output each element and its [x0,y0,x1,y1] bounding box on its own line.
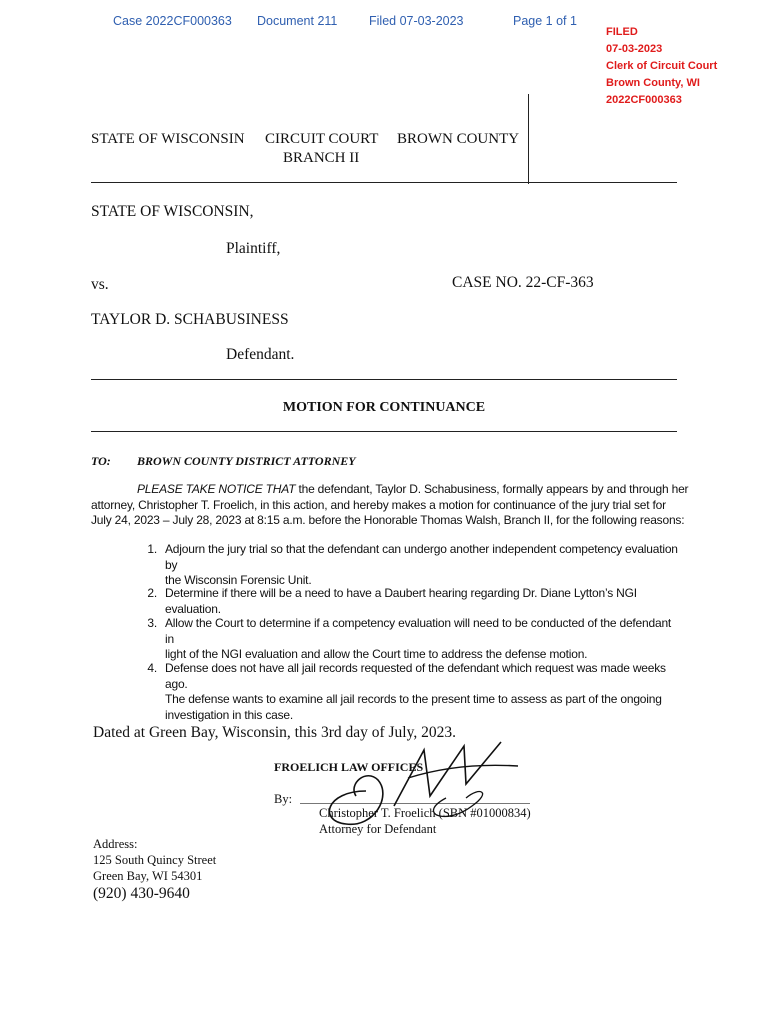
reason-number: 1. [147,542,157,556]
page-count-header: Page 1 of 1 [513,14,577,28]
attorney-role: Attorney for Defendant [319,822,437,836]
by-label: By: [274,792,293,806]
reason-line: investigation in this case. [165,707,294,722]
plaintiff-label: Plaintiff, [226,240,281,257]
reason-line: the Wisconsin Forensic Unit. [165,573,312,587]
caption-court: CIRCUIT COURT [265,131,379,147]
stamp-clerk: Clerk of Circuit Court [606,60,718,72]
firm-name: FROELICH LAW OFFICES [274,760,424,774]
case-number-header: Case 2022CF000363 [113,14,232,28]
filed-date-header: Filed 07-03-2023 [369,14,464,28]
filed-stamp [606,24,717,109]
reason-line: Allow the Court to determine if a competency evaluation will need to be conducted of the defendant in [165,616,672,646]
parties-divider [91,379,677,380]
plaintiff-name: STATE OF WISCONSIN, [91,203,254,220]
intro-emphasis: PLEASE TAKE NOTICE THAT [137,482,296,496]
reason-line: light of the NGI evaluation and allow the Court time to address the defense motion. [165,647,588,661]
caption-vertical-rule [528,94,529,184]
reason-item [130,661,680,723]
defendant-label: Defendant. [226,346,295,363]
stamp-filed: FILED [606,26,638,38]
versus-label: vs. [91,276,109,293]
intro-line-1: the defendant, Taylor D. Schabusiness, formally appears by and through her [295,482,689,496]
address-phone: (920) 430-9640 [93,885,190,902]
reason-number: 4. [147,661,157,675]
address-label: Address: [93,837,138,851]
case-number: CASE NO. 22-CF-363 [452,274,594,291]
caption-divider [91,182,677,183]
reason-item [130,586,680,617]
reason-item [130,616,680,663]
intro-line-3: July 24, 2023 – July 28, 2023 at 8:15 a.m. before the Honorable Thomas Walsh, Branch II, for the following reasons: [91,513,685,527]
document-number-header: Document 211 [257,14,338,28]
dated-line: Dated at Green Bay, Wisconsin, this 3rd day of July, 2023. [93,724,456,741]
stamp-date: 07-03-2023 [606,43,663,55]
intro-paragraph [91,482,691,529]
caption-county: BROWN COUNTY [397,131,520,147]
reason-line: Determine if there will be a need to have a Daubert hearing regarding Dr. Diane Lytton’s NGI evaluation. [165,586,637,616]
caption-state: STATE OF WISCONSIN [91,131,245,147]
stamp-case: 2022CF000363 [606,94,682,106]
reason-line: Defense does not have all jail records requested of the defendant which request was made weeks ago. [165,661,666,691]
reason-number: 3. [147,616,157,630]
to-recipient: BROWN COUNTY DISTRICT ATTORNEY [137,454,356,468]
stamp-county: Brown County, WI [606,77,700,89]
title-divider [91,431,677,432]
address-city: Green Bay, WI 54301 [93,869,203,883]
reason-line: Adjourn the jury trial so that the defendant can undergo another independent competency evaluation by [165,542,678,572]
caption-branch: BRANCH II [283,150,360,166]
attorney-name: Christopher T. Froelich (SBN #01000834) [319,806,531,820]
address-street: 125 South Quincy Street [93,853,217,867]
intro-line-2: attorney, Christopher T. Froelich, in this action, and hereby makes a motion for continuance of the jury trial set for [91,497,666,512]
defendant-name: TAYLOR D. SCHABUSINESS [91,311,289,328]
address-block [93,836,216,903]
document-title: MOTION FOR CONTINUANCE [282,400,486,415]
reason-line: The defense wants to examine all jail records to the present time to assess as part of the ongoing [165,692,662,706]
reason-item [130,542,680,589]
reason-number: 2. [147,586,157,600]
to-label: TO: [91,454,111,468]
